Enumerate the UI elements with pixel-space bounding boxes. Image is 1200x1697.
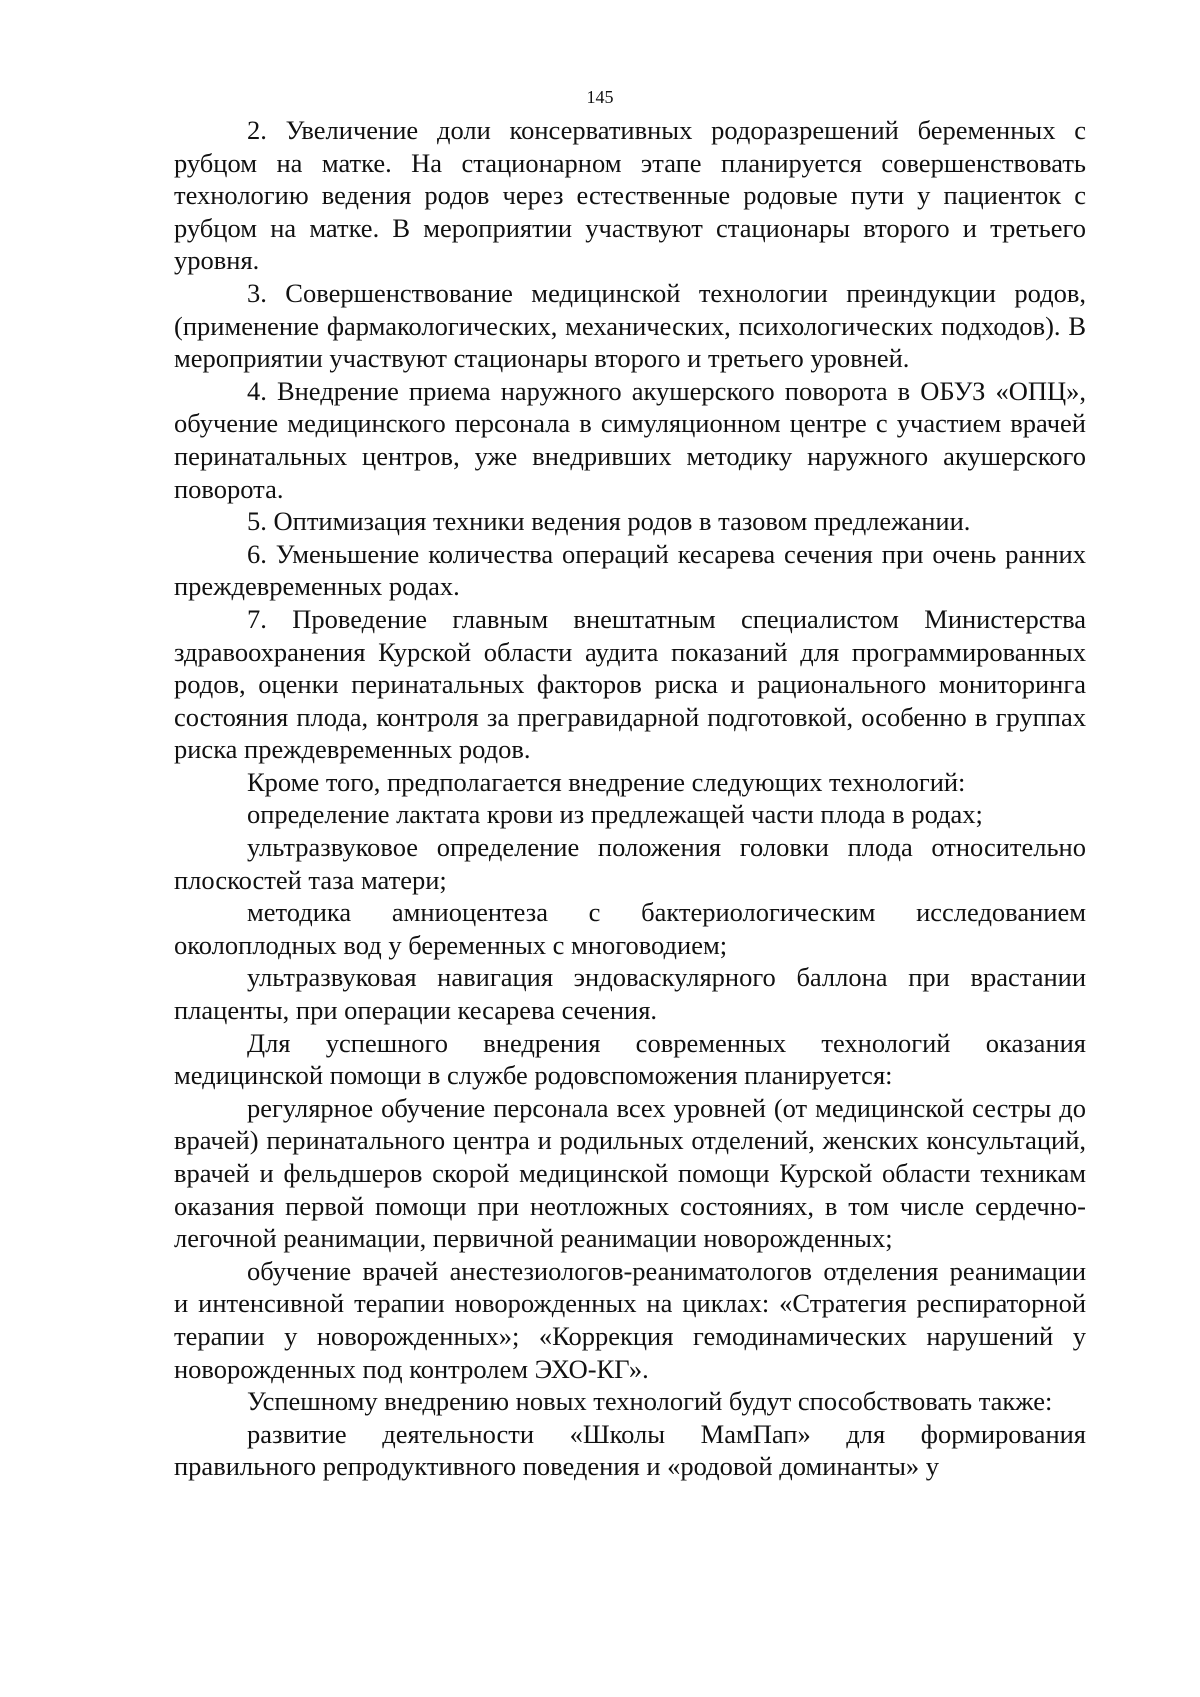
paragraph-item-6-cesarean-reduction: 6. Уменьшение количества операций кесарева сечения при очень ранних преждевременных родах. xyxy=(174,538,1086,602)
paragraph-item-7-audit: 7. Проведение главным внештатным специалистом Министерства здравоохранения Курской области аудита показаний для программированных родов, оценки перинатальных факторов риска и рационального мониторинга состояния плода, контроля за прегравидарной подготовкой, особенно в группах риска преждевременных родов. xyxy=(174,603,1086,765)
paragraph-success-factors: Успешному внедрению новых технологий будут способствовать также: xyxy=(247,1386,1053,1417)
paragraph-staff-training: регулярное обучение персонала всех уровней (от медицинской сестры до врачей) перинатального центра и родильных отделений, женских консультаций, врачей и фельдшеров скорой медицинской помощи Курской области техникам оказания первой помощи при неотложных состояниях, в том числе сердечно-легочной реанимации, первичной реанимации новорожденных; xyxy=(174,1092,1086,1254)
paragraph-technologies-intro: Кроме того, предполагается внедрение следующих технологий: xyxy=(247,766,966,797)
paragraph-school-mampap: развитие деятельности «Школы МамПап» для формирования правильного репродуктивного поведения и «родовой доминанты» у xyxy=(174,1418,1086,1482)
document-body xyxy=(174,114,1086,1483)
paragraph-item-3-preinduction: 3. Совершенствование медицинской технологии преиндукции родов, (применение фармакологических, механических, психологических подходов). В мероприятии участвуют стационары второго и третьего уровней. xyxy=(174,277,1086,374)
paragraph-implementation-plan: Для успешного внедрения современных технологий оказания медицинской помощи в службе родовспоможения планируется: xyxy=(174,1027,1086,1091)
paragraph-ultrasound-head: ультразвуковое определение положения головки плода относительно плоскостей таза матери; xyxy=(174,832,1086,895)
page-number: 145 xyxy=(586,87,614,107)
paragraph-item-4-external-version: 4. Внедрение приема наружного акушерского поворота в ОБУЗ «ОПЦ», обучение медицинского персонала в симуляционном центре с участием врачей перинатальных центров, уже внедривших методику наружного акушерского поворота. xyxy=(174,375,1086,504)
paragraph-ultrasound-balloon: ультразвуковая навигация эндоваскулярного баллона при врастании плаценты, при операции кесарева сечения. xyxy=(174,962,1086,1026)
paragraph-item-5-breech-delivery: 5. Оптимизация техники ведения родов в тазовом предлежании. xyxy=(247,506,971,537)
paragraph-item-2-cesarean-scar: 2. Увеличение доли консервативных родоразрешений беременных с рубцом на матке. На стационарном этапе планируется совершенствовать технологию ведения родов через естественные родовые пути у пациенток с рубцом на матке. В мероприятии участвуют стационары второго и третьего уровня. xyxy=(174,115,1086,276)
paragraph-anesthesiologist-training: обучение врачей анестезиологов-реаниматологов отделения реанимации и интенсивной терапии новорожденных на циклах: «Стратегия респираторной терапии у новорожденных»; «Коррекция гемодинамических нарушений у новорожденных под контролем ЭХО-КГ». xyxy=(174,1255,1086,1384)
paragraph-amniocentesis: методика амниоцентеза с бактериологическим исследованием околоплодных вод у беременных с многоводием; xyxy=(174,897,1086,960)
paragraph-lactate: определение лактата крови из предлежащей части плода в родах; xyxy=(247,799,983,830)
